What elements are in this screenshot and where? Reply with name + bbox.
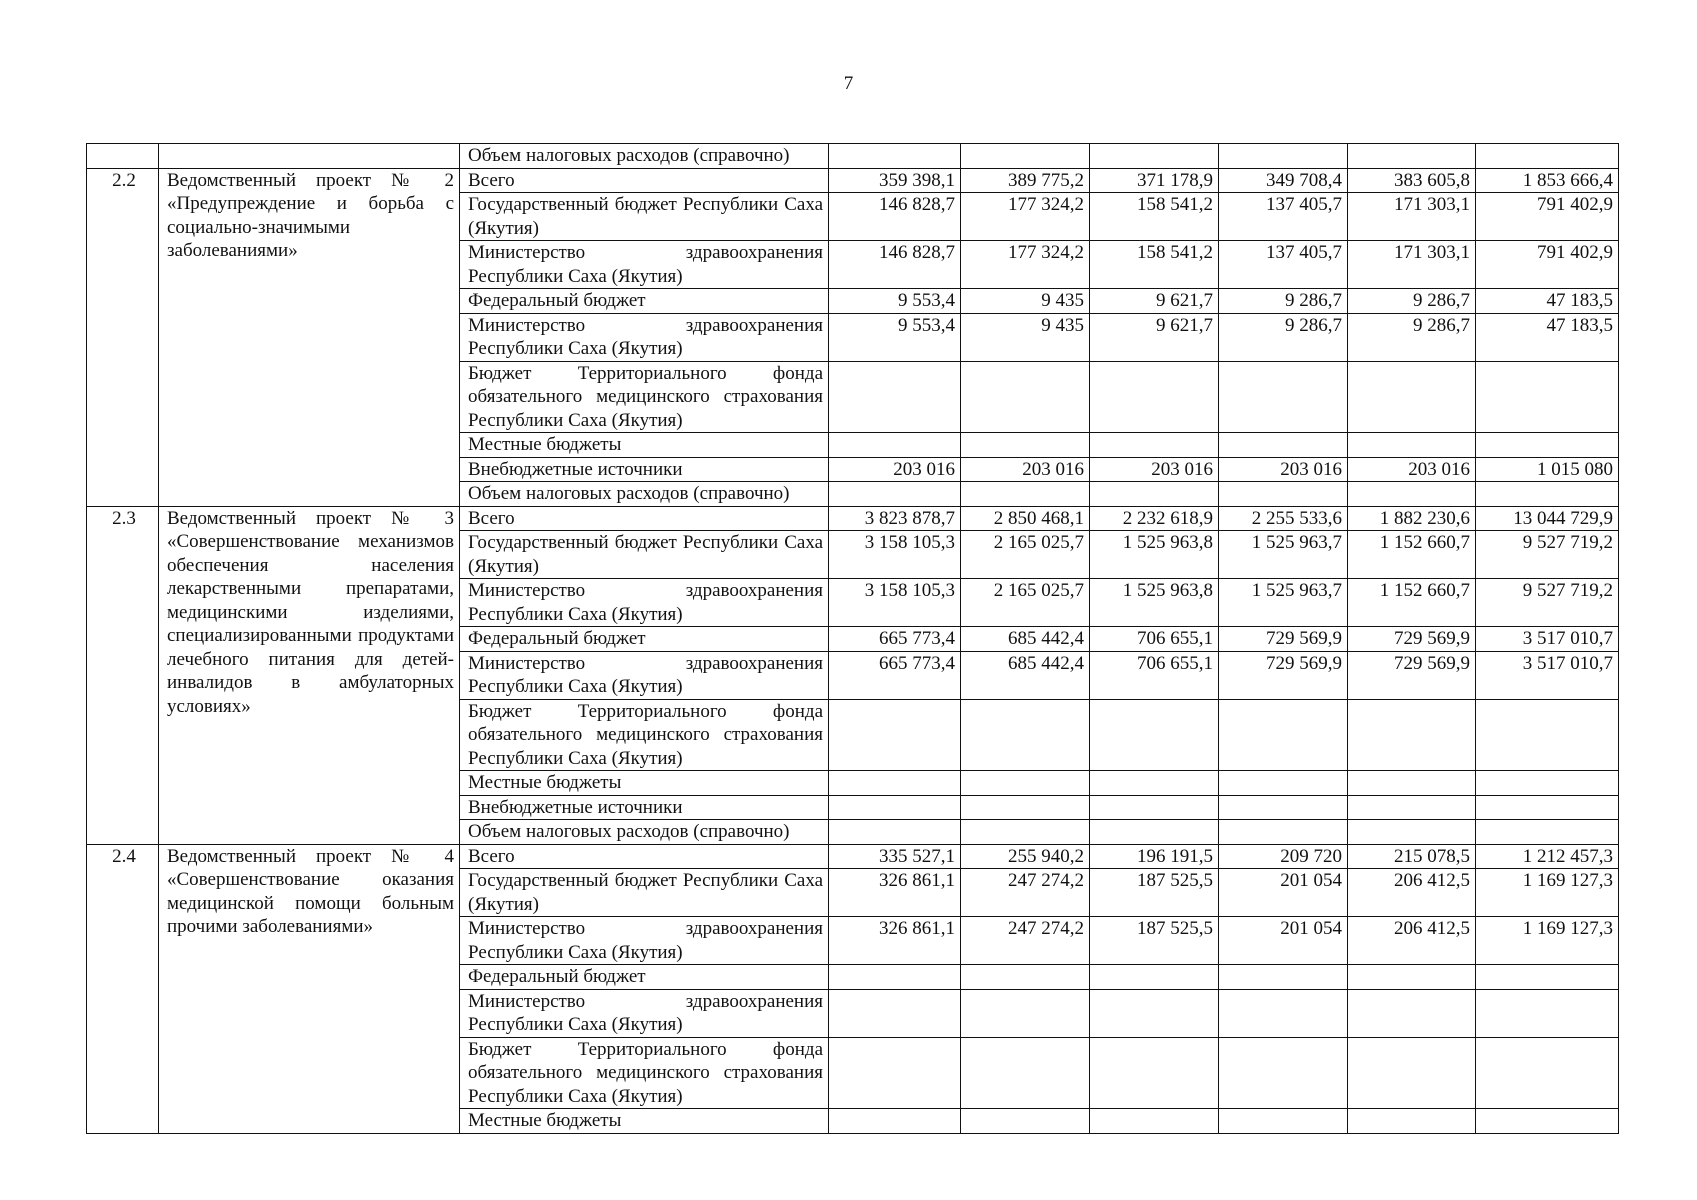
value-cell: 9 527 719,2 <box>1476 531 1619 579</box>
project-name-cell: Ведомственный проект № 2 «Предупреждение и борьба с социально-значимыми заболеваниями» <box>159 168 460 506</box>
value-cell <box>1348 361 1476 433</box>
value-cell: 196 191,5 <box>1090 844 1219 869</box>
value-cell: 729 569,9 <box>1348 651 1476 699</box>
value-cell: 1 525 963,7 <box>1219 579 1348 627</box>
funding-source-cell: Федеральный бюджет <box>460 289 829 314</box>
value-cell: 389 775,2 <box>961 168 1090 193</box>
value-cell <box>1219 795 1348 820</box>
funding-source-cell: Всего <box>460 168 829 193</box>
value-cell <box>829 433 961 458</box>
row-number-cell <box>87 144 159 169</box>
value-cell <box>1476 361 1619 433</box>
value-cell: 158 541,2 <box>1090 241 1219 289</box>
funding-source-cell: Бюджет Территориального фонда обязательного медицинского страхования Республики Саха (Якутия) <box>460 699 829 771</box>
value-cell: 706 655,1 <box>1090 651 1219 699</box>
funding-source-cell: Всего <box>460 506 829 531</box>
value-cell <box>1219 965 1348 990</box>
value-cell: 685 442,4 <box>961 627 1090 652</box>
value-cell <box>1090 433 1219 458</box>
value-cell: 706 655,1 <box>1090 627 1219 652</box>
value-cell <box>829 989 961 1037</box>
value-cell: 383 605,8 <box>1348 168 1476 193</box>
value-cell <box>1348 795 1476 820</box>
value-cell <box>829 699 961 771</box>
funding-source-cell: Государственный бюджет Республики Саха (Якутия) <box>460 193 829 241</box>
value-cell: 3 823 878,7 <box>829 506 961 531</box>
value-cell <box>1219 433 1348 458</box>
value-cell <box>1348 144 1476 169</box>
value-cell: 187 525,5 <box>1090 917 1219 965</box>
value-cell: 665 773,4 <box>829 651 961 699</box>
value-cell <box>1090 820 1219 845</box>
value-cell: 9 527 719,2 <box>1476 579 1619 627</box>
budget-table <box>86 143 1619 1134</box>
value-cell: 359 398,1 <box>829 168 961 193</box>
value-cell <box>1219 820 1348 845</box>
value-cell <box>1090 795 1219 820</box>
table-row <box>87 844 1619 869</box>
value-cell <box>1090 989 1219 1037</box>
funding-source-cell: Внебюджетные источники <box>460 795 829 820</box>
value-cell <box>1348 433 1476 458</box>
funding-source-cell: Местные бюджеты <box>460 1109 829 1134</box>
value-cell: 1 152 660,7 <box>1348 579 1476 627</box>
value-cell: 2 232 618,9 <box>1090 506 1219 531</box>
value-cell: 247 274,2 <box>961 869 1090 917</box>
value-cell <box>1348 699 1476 771</box>
value-cell <box>1476 771 1619 796</box>
value-cell: 203 016 <box>1219 457 1348 482</box>
funding-source-cell: Государственный бюджет Республики Саха (Якутия) <box>460 531 829 579</box>
value-cell <box>1476 1037 1619 1109</box>
value-cell: 187 525,5 <box>1090 869 1219 917</box>
value-cell: 9 435 <box>961 313 1090 361</box>
value-cell <box>829 820 961 845</box>
value-cell: 1 525 963,8 <box>1090 579 1219 627</box>
value-cell: 335 527,1 <box>829 844 961 869</box>
value-cell: 9 553,4 <box>829 289 961 314</box>
value-cell: 13 044 729,9 <box>1476 506 1619 531</box>
value-cell <box>1219 1109 1348 1134</box>
value-cell <box>829 1109 961 1134</box>
value-cell: 215 078,5 <box>1348 844 1476 869</box>
value-cell <box>829 795 961 820</box>
funding-source-cell: Бюджет Территориального фонда обязательного медицинского страхования Республики Саха (Якутия) <box>460 1037 829 1109</box>
row-number-cell: 2.4 <box>87 844 159 1133</box>
project-name-cell: Ведомственный проект № 3 «Совершенствование механизмов обеспечения населения лекарственными препаратами, медицинскими изделиями, специализированными продуктами лечебного питания для детей-инвалидов в амбулаторных условиях» <box>159 506 460 844</box>
row-number-cell: 2.2 <box>87 168 159 506</box>
value-cell: 665 773,4 <box>829 627 961 652</box>
value-cell: 177 324,2 <box>961 193 1090 241</box>
value-cell: 9 621,7 <box>1090 313 1219 361</box>
value-cell <box>1219 771 1348 796</box>
value-cell: 3 158 105,3 <box>829 579 961 627</box>
value-cell <box>961 965 1090 990</box>
value-cell: 326 861,1 <box>829 869 961 917</box>
value-cell: 158 541,2 <box>1090 193 1219 241</box>
value-cell: 1 212 457,3 <box>1476 844 1619 869</box>
value-cell <box>961 144 1090 169</box>
value-cell: 1 152 660,7 <box>1348 531 1476 579</box>
value-cell <box>1090 771 1219 796</box>
funding-source-cell: Местные бюджеты <box>460 771 829 796</box>
value-cell <box>961 699 1090 771</box>
funding-source-cell: Всего <box>460 844 829 869</box>
value-cell <box>1090 965 1219 990</box>
funding-source-cell: Объем налоговых расходов (справочно) <box>460 482 829 507</box>
funding-source-cell: Министерство здравоохранения Республики Саха (Якутия) <box>460 313 829 361</box>
funding-source-cell: Министерство здравоохранения Республики Саха (Якутия) <box>460 989 829 1037</box>
value-cell <box>1348 1037 1476 1109</box>
value-cell <box>961 1037 1090 1109</box>
value-cell <box>829 1037 961 1109</box>
value-cell: 1 525 963,7 <box>1219 531 1348 579</box>
funding-source-cell: Министерство здравоохранения Республики Саха (Якутия) <box>460 917 829 965</box>
value-cell <box>1090 361 1219 433</box>
value-cell <box>829 361 961 433</box>
value-cell <box>1348 989 1476 1037</box>
value-cell <box>1090 482 1219 507</box>
value-cell: 729 569,9 <box>1219 651 1348 699</box>
funding-source-cell: Федеральный бюджет <box>460 627 829 652</box>
value-cell <box>1476 965 1619 990</box>
value-cell <box>1476 1109 1619 1134</box>
table-row <box>87 144 1619 169</box>
value-cell: 1 169 127,3 <box>1476 869 1619 917</box>
value-cell: 9 286,7 <box>1348 313 1476 361</box>
value-cell: 206 412,5 <box>1348 869 1476 917</box>
table-row <box>87 168 1619 193</box>
value-cell: 47 183,5 <box>1476 313 1619 361</box>
value-cell <box>1090 699 1219 771</box>
value-cell <box>1219 482 1348 507</box>
value-cell: 9 553,4 <box>829 313 961 361</box>
value-cell: 201 054 <box>1219 869 1348 917</box>
funding-source-cell: Бюджет Территориального фонда обязательного медицинского страхования Республики Саха (Якутия) <box>460 361 829 433</box>
value-cell <box>961 1109 1090 1134</box>
value-cell <box>961 795 1090 820</box>
value-cell: 685 442,4 <box>961 651 1090 699</box>
funding-source-cell: Объем налоговых расходов (справочно) <box>460 820 829 845</box>
value-cell <box>961 482 1090 507</box>
value-cell: 9 286,7 <box>1219 313 1348 361</box>
value-cell: 3 517 010,7 <box>1476 651 1619 699</box>
value-cell: 2 850 468,1 <box>961 506 1090 531</box>
funding-source-cell: Государственный бюджет Республики Саха (Якутия) <box>460 869 829 917</box>
value-cell: 2 165 025,7 <box>961 531 1090 579</box>
value-cell: 729 569,9 <box>1219 627 1348 652</box>
value-cell <box>1090 1037 1219 1109</box>
value-cell <box>1219 1037 1348 1109</box>
value-cell <box>1219 989 1348 1037</box>
value-cell <box>1219 699 1348 771</box>
value-cell: 9 435 <box>961 289 1090 314</box>
funding-source-cell: Объем налоговых расходов (справочно) <box>460 144 829 169</box>
value-cell: 2 165 025,7 <box>961 579 1090 627</box>
value-cell <box>1348 965 1476 990</box>
funding-source-cell: Местные бюджеты <box>460 433 829 458</box>
value-cell: 203 016 <box>1348 457 1476 482</box>
value-cell <box>961 361 1090 433</box>
budget-table-body <box>87 144 1619 1134</box>
value-cell: 137 405,7 <box>1219 193 1348 241</box>
value-cell: 791 402,9 <box>1476 241 1619 289</box>
value-cell: 1 169 127,3 <box>1476 917 1619 965</box>
value-cell: 146 828,7 <box>829 193 961 241</box>
value-cell: 3 517 010,7 <box>1476 627 1619 652</box>
value-cell: 1 015 080 <box>1476 457 1619 482</box>
value-cell: 209 720 <box>1219 844 1348 869</box>
value-cell <box>1090 1109 1219 1134</box>
page-number: 7 <box>843 73 854 94</box>
value-cell: 247 274,2 <box>961 917 1090 965</box>
value-cell: 203 016 <box>1090 457 1219 482</box>
value-cell: 203 016 <box>961 457 1090 482</box>
value-cell <box>1348 820 1476 845</box>
value-cell: 203 016 <box>829 457 961 482</box>
value-cell: 2 255 533,6 <box>1219 506 1348 531</box>
funding-source-cell: Министерство здравоохранения Республики Саха (Якутия) <box>460 241 829 289</box>
value-cell <box>1348 1109 1476 1134</box>
value-cell: 9 286,7 <box>1348 289 1476 314</box>
funding-source-cell: Федеральный бюджет <box>460 965 829 990</box>
value-cell: 206 412,5 <box>1348 917 1476 965</box>
value-cell <box>829 144 961 169</box>
value-cell: 171 303,1 <box>1348 241 1476 289</box>
value-cell <box>1476 699 1619 771</box>
value-cell <box>1476 144 1619 169</box>
value-cell <box>829 965 961 990</box>
value-cell <box>1476 482 1619 507</box>
value-cell <box>1348 482 1476 507</box>
value-cell <box>829 482 961 507</box>
value-cell: 1 853 666,4 <box>1476 168 1619 193</box>
value-cell: 9 621,7 <box>1090 289 1219 314</box>
value-cell <box>961 989 1090 1037</box>
value-cell: 1 882 230,6 <box>1348 506 1476 531</box>
funding-source-cell: Министерство здравоохранения Республики Саха (Якутия) <box>460 651 829 699</box>
value-cell: 1 525 963,8 <box>1090 531 1219 579</box>
value-cell: 177 324,2 <box>961 241 1090 289</box>
value-cell <box>1476 795 1619 820</box>
value-cell: 371 178,9 <box>1090 168 1219 193</box>
value-cell: 47 183,5 <box>1476 289 1619 314</box>
value-cell: 729 569,9 <box>1348 627 1476 652</box>
value-cell: 137 405,7 <box>1219 241 1348 289</box>
value-cell: 349 708,4 <box>1219 168 1348 193</box>
funding-source-cell: Министерство здравоохранения Республики Саха (Якутия) <box>460 579 829 627</box>
value-cell <box>961 771 1090 796</box>
value-cell <box>961 433 1090 458</box>
value-cell: 9 286,7 <box>1219 289 1348 314</box>
table-row <box>87 506 1619 531</box>
value-cell <box>961 820 1090 845</box>
project-name-cell <box>159 144 460 169</box>
row-number-cell: 2.3 <box>87 506 159 844</box>
value-cell <box>1476 433 1619 458</box>
value-cell: 3 158 105,3 <box>829 531 961 579</box>
value-cell: 146 828,7 <box>829 241 961 289</box>
value-cell: 791 402,9 <box>1476 193 1619 241</box>
funding-source-cell: Внебюджетные источники <box>460 457 829 482</box>
value-cell <box>1476 820 1619 845</box>
project-name-cell: Ведомственный проект № 4 «Совершенствование оказания медицинской помощи больным прочими заболеваниями» <box>159 844 460 1133</box>
value-cell: 255 940,2 <box>961 844 1090 869</box>
value-cell: 201 054 <box>1219 917 1348 965</box>
value-cell <box>1476 989 1619 1037</box>
value-cell <box>1219 144 1348 169</box>
value-cell: 171 303,1 <box>1348 193 1476 241</box>
value-cell <box>1219 361 1348 433</box>
value-cell: 326 861,1 <box>829 917 961 965</box>
value-cell <box>1348 771 1476 796</box>
value-cell <box>1090 144 1219 169</box>
value-cell <box>829 771 961 796</box>
